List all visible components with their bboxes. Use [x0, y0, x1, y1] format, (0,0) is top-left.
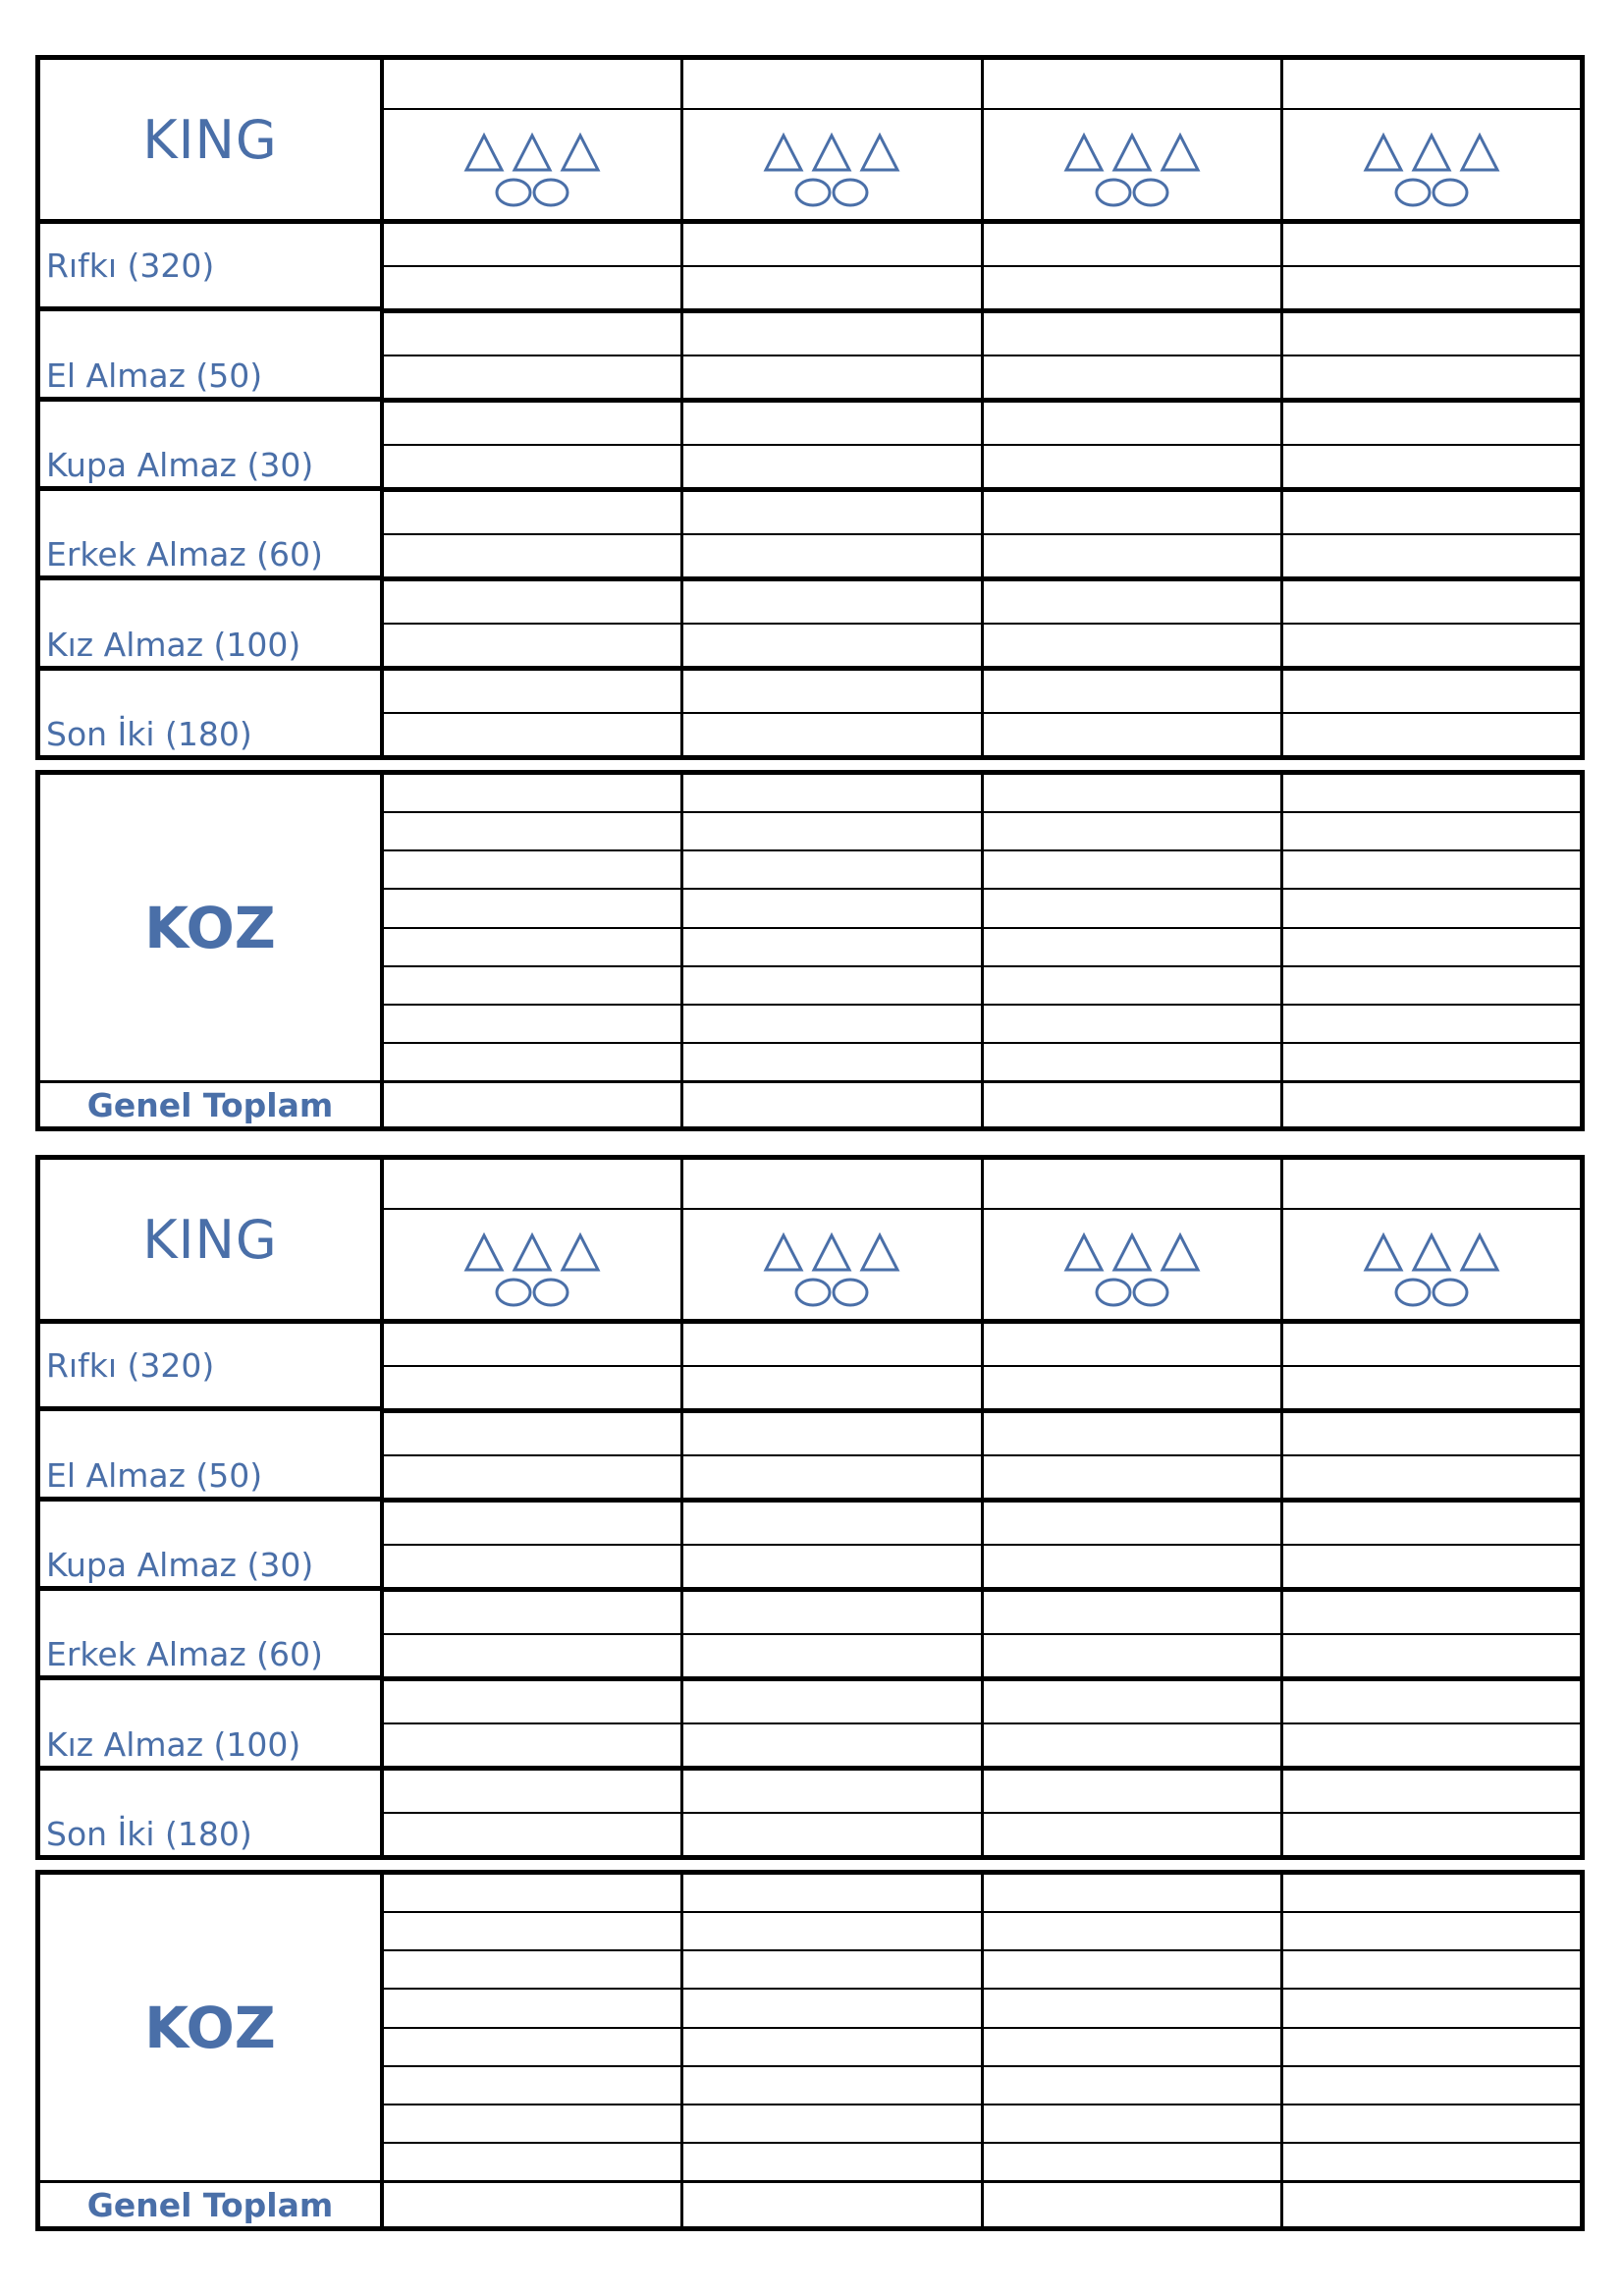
- player-name-cell[interactable]: [683, 1160, 980, 1210]
- score-cell[interactable]: [1283, 267, 1580, 308]
- koz-score-cell[interactable]: [683, 1913, 980, 1951]
- koz-score-cell[interactable]: [984, 813, 1280, 851]
- player-name-cell[interactable]: [1283, 1160, 1580, 1210]
- grand-total-cell[interactable]: [384, 1083, 680, 1126]
- koz-score-cell[interactable]: [384, 1875, 680, 1913]
- triangles-circles-icon: [449, 1216, 616, 1314]
- score-cell[interactable]: [984, 1724, 1280, 1766]
- player-name-cell[interactable]: [984, 60, 1280, 110]
- koz-score-cell[interactable]: [984, 1875, 1280, 1913]
- score-pair: [384, 1592, 680, 1681]
- koz-score-cell[interactable]: [984, 2029, 1280, 2067]
- score-pair: [384, 313, 680, 403]
- score-pair: [683, 1681, 980, 1771]
- score-cell[interactable]: [1283, 625, 1580, 666]
- score-pair: [1283, 581, 1580, 671]
- score-cell[interactable]: [683, 535, 980, 576]
- koz-player-column: [984, 1875, 1283, 2226]
- score-cell[interactable]: [984, 1503, 1280, 1546]
- score-cell[interactable]: [984, 1814, 1280, 1855]
- triangles-circles-icon: [449, 116, 616, 214]
- score-cell[interactable]: [984, 224, 1280, 267]
- score-cell[interactable]: [683, 267, 980, 308]
- score-pair: [984, 581, 1280, 671]
- score-cell[interactable]: [384, 1635, 680, 1676]
- score-cell[interactable]: [984, 267, 1280, 308]
- koz-score-cell[interactable]: [683, 2105, 980, 2144]
- contract-label: Kupa Almaz (30): [40, 1502, 380, 1591]
- score-pair: [984, 671, 1280, 755]
- koz-score-cell[interactable]: [384, 813, 680, 851]
- koz-score-cell[interactable]: [384, 2029, 680, 2067]
- king-label-column: [40, 1160, 384, 1855]
- contract-label: Kız Almaz (100): [40, 580, 380, 670]
- score-pair: [384, 671, 680, 755]
- grand-total-cell[interactable]: [1283, 1083, 1580, 1126]
- score-cell[interactable]: [984, 1413, 1280, 1456]
- score-cell[interactable]: [683, 1503, 980, 1546]
- score-pair: [683, 1592, 980, 1681]
- player-column: [1283, 60, 1580, 755]
- score-cell[interactable]: [984, 714, 1280, 755]
- score-cell[interactable]: [984, 1367, 1280, 1408]
- koz-score-cell[interactable]: [1283, 2029, 1580, 2067]
- koz-score-cell[interactable]: [1283, 2144, 1580, 2183]
- score-cell[interactable]: [1283, 581, 1580, 625]
- koz-score-cell[interactable]: [984, 1044, 1280, 1083]
- koz-score-cell[interactable]: [1283, 813, 1580, 851]
- player-column: [683, 60, 983, 755]
- player-header: [384, 1160, 680, 1324]
- koz-section: [35, 1870, 1585, 2231]
- contract-label: El Almaz (50): [40, 1411, 380, 1501]
- score-pair: [683, 1324, 980, 1413]
- score-cell[interactable]: [683, 1771, 980, 1814]
- koz-player-column: [984, 775, 1283, 1126]
- koz-score-cell[interactable]: [384, 929, 680, 967]
- score-cell[interactable]: [384, 714, 680, 755]
- score-pair: [683, 224, 980, 313]
- koz-score-cell[interactable]: [984, 1951, 1280, 1990]
- score-pair: [384, 1324, 680, 1413]
- king-title: KING: [142, 108, 278, 171]
- koz-score-cell[interactable]: [384, 1006, 680, 1044]
- score-pair: [1283, 313, 1580, 403]
- score-cell[interactable]: [384, 1724, 680, 1766]
- score-cell[interactable]: [984, 671, 1280, 714]
- score-cell[interactable]: [984, 356, 1280, 398]
- koz-score-cell[interactable]: [384, 2144, 680, 2183]
- score-cell[interactable]: [1283, 1635, 1580, 1676]
- score-pair: [1283, 1592, 1580, 1681]
- score-cell[interactable]: [384, 1456, 680, 1498]
- triangles-circles-icon: [1348, 1216, 1515, 1314]
- player-header: [984, 1160, 1280, 1324]
- koz-score-cell[interactable]: [984, 1913, 1280, 1951]
- score-pair: [384, 1503, 680, 1592]
- score-pair: [384, 492, 680, 581]
- grand-total-label: Genel Toplam: [86, 2185, 334, 2224]
- triangles-circles-icon: [748, 116, 915, 214]
- contract-label: Erkek Almaz (60): [40, 491, 380, 580]
- score-cell[interactable]: [984, 1635, 1280, 1676]
- score-cell[interactable]: [984, 1681, 1280, 1724]
- score-cell[interactable]: [984, 1592, 1280, 1635]
- contract-label: Kupa Almaz (30): [40, 402, 380, 491]
- score-cell[interactable]: [683, 356, 980, 398]
- koz-score-cell[interactable]: [984, 2067, 1280, 2105]
- score-cell[interactable]: [984, 1546, 1280, 1587]
- contract-label: Rıfkı (320): [40, 1324, 380, 1411]
- score-pair: [1283, 671, 1580, 755]
- score-pair: [984, 492, 1280, 581]
- koz-score-cell[interactable]: [683, 1044, 980, 1083]
- score-cell[interactable]: [984, 1771, 1280, 1814]
- player-name-cell[interactable]: [1283, 60, 1580, 110]
- score-cell[interactable]: [384, 1367, 680, 1408]
- score-cell[interactable]: [384, 224, 680, 267]
- score-cell[interactable]: [1283, 403, 1580, 446]
- score-pair: [683, 492, 980, 581]
- score-cell[interactable]: [384, 313, 680, 356]
- contract-label: Son İki (180): [46, 714, 252, 753]
- score-cell[interactable]: [683, 671, 980, 714]
- koz-player-column: [683, 1875, 983, 2226]
- koz-score-cell[interactable]: [384, 1990, 680, 2028]
- score-cell[interactable]: [683, 714, 980, 755]
- score-cell[interactable]: [384, 1324, 680, 1367]
- koz-score-cell[interactable]: [683, 1006, 980, 1044]
- score-pair: [384, 224, 680, 313]
- koz-score-cell[interactable]: [984, 1990, 1280, 2028]
- score-sheet-2: [35, 1155, 1585, 2231]
- score-pair: [984, 224, 1280, 313]
- king-title: KING: [142, 1208, 278, 1271]
- player-name-cell[interactable]: [984, 1160, 1280, 1210]
- triangles-circles-icon: [1348, 116, 1515, 214]
- koz-score-cell[interactable]: [984, 1006, 1280, 1044]
- score-cell[interactable]: [1283, 714, 1580, 755]
- koz-score-cell[interactable]: [683, 2029, 980, 2067]
- score-cell[interactable]: [683, 1814, 980, 1855]
- contract-label: Kız Almaz (100): [40, 1680, 380, 1770]
- score-cell[interactable]: [683, 581, 980, 625]
- score-cell[interactable]: [683, 1456, 980, 1498]
- koz-score-cell[interactable]: [1283, 2067, 1580, 2105]
- score-cell[interactable]: [384, 356, 680, 398]
- score-pair: [1283, 492, 1580, 581]
- score-cell[interactable]: [384, 1681, 680, 1724]
- score-cell[interactable]: [683, 1413, 980, 1456]
- koz-score-cell[interactable]: [1283, 929, 1580, 967]
- score-cell[interactable]: [384, 1592, 680, 1635]
- koz-score-cell[interactable]: [683, 851, 980, 890]
- koz-score-cell[interactable]: [683, 813, 980, 851]
- grand-total-cell[interactable]: [984, 2183, 1280, 2226]
- score-pair: [683, 671, 980, 755]
- score-cell[interactable]: [984, 313, 1280, 356]
- score-pair: [683, 1413, 980, 1503]
- king-section: [35, 55, 1585, 760]
- koz-player-column: [384, 775, 683, 1126]
- koz-score-cell[interactable]: [384, 851, 680, 890]
- score-cell[interactable]: [1283, 492, 1580, 535]
- koz-score-cell[interactable]: [984, 890, 1280, 928]
- koz-score-cell[interactable]: [1283, 1951, 1580, 1990]
- score-cell[interactable]: [984, 1456, 1280, 1498]
- score-pair: [683, 581, 980, 671]
- koz-score-cell[interactable]: [984, 2105, 1280, 2144]
- score-cell[interactable]: [1283, 1814, 1580, 1855]
- koz-score-cell[interactable]: [384, 1044, 680, 1083]
- score-pair: [984, 1503, 1280, 1592]
- score-cell[interactable]: [984, 581, 1280, 625]
- koz-section: [35, 770, 1585, 1131]
- koz-player-column: [1283, 775, 1580, 1126]
- score-pair: [984, 1771, 1280, 1855]
- koz-player-column: [683, 775, 983, 1126]
- koz-score-cell[interactable]: [1283, 775, 1580, 813]
- koz-score-cell[interactable]: [683, 967, 980, 1006]
- koz-score-cell[interactable]: [683, 1990, 980, 2028]
- koz-score-cell[interactable]: [384, 1951, 680, 1990]
- player-header: [384, 60, 680, 224]
- king-section: [35, 1155, 1585, 1860]
- score-cell[interactable]: [1283, 535, 1580, 576]
- player-name-cell[interactable]: [683, 60, 980, 110]
- player-column: [1283, 1160, 1580, 1855]
- koz-score-cell[interactable]: [984, 2144, 1280, 2183]
- player-header: [683, 1160, 980, 1324]
- score-cell[interactable]: [683, 1367, 980, 1408]
- score-cell[interactable]: [984, 625, 1280, 666]
- koz-score-cell[interactable]: [683, 1951, 980, 1990]
- score-cell[interactable]: [384, 1814, 680, 1855]
- koz-score-cell[interactable]: [1283, 1875, 1580, 1913]
- score-pair: [384, 1771, 680, 1855]
- score-cell[interactable]: [1283, 224, 1580, 267]
- player-column: [683, 1160, 983, 1855]
- score-cell[interactable]: [384, 535, 680, 576]
- koz-score-cell[interactable]: [683, 1875, 980, 1913]
- score-cell[interactable]: [683, 446, 980, 487]
- score-pair: [984, 1324, 1280, 1413]
- score-cell[interactable]: [683, 313, 980, 356]
- score-cell[interactable]: [984, 1324, 1280, 1367]
- score-pair: [384, 403, 680, 492]
- koz-score-cell[interactable]: [683, 2144, 980, 2183]
- score-cell[interactable]: [384, 403, 680, 446]
- grand-total-cell[interactable]: [1283, 2183, 1580, 2226]
- score-pair: [384, 1413, 680, 1503]
- score-cell[interactable]: [384, 1546, 680, 1587]
- score-pair: [683, 403, 980, 492]
- koz-score-cell[interactable]: [1283, 2105, 1580, 2144]
- koz-score-cell[interactable]: [384, 890, 680, 928]
- koz-score-cell[interactable]: [1283, 1044, 1580, 1083]
- score-cell[interactable]: [384, 625, 680, 666]
- score-cell[interactable]: [384, 1503, 680, 1546]
- koz-score-cell[interactable]: [984, 967, 1280, 1006]
- koz-score-cell[interactable]: [984, 851, 1280, 890]
- score-cell[interactable]: [683, 1681, 980, 1724]
- koz-score-cell[interactable]: [1283, 1913, 1580, 1951]
- contract-label: El Almaz (50): [40, 311, 380, 401]
- player-column: [984, 1160, 1283, 1855]
- koz-score-cell[interactable]: [384, 2105, 680, 2144]
- score-cell[interactable]: [1283, 1681, 1580, 1724]
- score-cell[interactable]: [1283, 1771, 1580, 1814]
- koz-score-cell[interactable]: [984, 929, 1280, 967]
- player-column: [984, 60, 1283, 755]
- score-pair: [1283, 1413, 1580, 1503]
- score-cell[interactable]: [1283, 1456, 1580, 1498]
- score-cell[interactable]: [1283, 1324, 1580, 1367]
- player-name-cell[interactable]: [384, 1160, 680, 1210]
- score-cell[interactable]: [683, 1324, 980, 1367]
- player-name-cell[interactable]: [384, 60, 680, 110]
- koz-score-cell[interactable]: [683, 2067, 980, 2105]
- score-pair: [984, 1413, 1280, 1503]
- koz-score-cell[interactable]: [683, 775, 980, 813]
- triangles-circles-icon: [748, 1216, 915, 1314]
- score-sheet-1: [35, 55, 1585, 1131]
- score-cell[interactable]: [384, 1771, 680, 1814]
- king-label-column: [40, 60, 384, 755]
- player-column: [384, 1160, 683, 1855]
- koz-score-cell[interactable]: [384, 775, 680, 813]
- koz-title: KOZ: [144, 894, 276, 961]
- score-pair: [1283, 224, 1580, 313]
- grand-total-cell[interactable]: [683, 1083, 980, 1126]
- grand-total-cell[interactable]: [384, 2183, 680, 2226]
- score-cell[interactable]: [1283, 1503, 1580, 1546]
- score-pair: [984, 403, 1280, 492]
- koz-label-column: [40, 1875, 384, 2226]
- koz-score-cell[interactable]: [1283, 1990, 1580, 2028]
- score-cell[interactable]: [984, 535, 1280, 576]
- score-pair: [1283, 1771, 1580, 1855]
- contract-label: Son İki (180): [46, 1814, 252, 1853]
- score-cell[interactable]: [683, 1546, 980, 1587]
- score-cell[interactable]: [384, 446, 680, 487]
- score-cell[interactable]: [683, 625, 980, 666]
- koz-score-cell[interactable]: [984, 775, 1280, 813]
- score-cell[interactable]: [683, 1635, 980, 1676]
- koz-score-cell[interactable]: [683, 890, 980, 928]
- score-cell[interactable]: [384, 1413, 680, 1456]
- grand-total-cell[interactable]: [984, 1083, 1280, 1126]
- koz-score-cell[interactable]: [384, 1913, 680, 1951]
- score-pair: [1283, 403, 1580, 492]
- score-cell[interactable]: [1283, 313, 1580, 356]
- score-cell[interactable]: [683, 403, 980, 446]
- score-cell[interactable]: [1283, 1724, 1580, 1766]
- contract-label: Rıfkı (320): [40, 224, 380, 311]
- koz-score-cell[interactable]: [1283, 890, 1580, 928]
- score-pair: [1283, 1503, 1580, 1592]
- koz-score-cell[interactable]: [1283, 851, 1580, 890]
- koz-label-column: [40, 775, 384, 1126]
- player-header: [683, 60, 980, 224]
- player-column: [384, 60, 683, 755]
- score-cell[interactable]: [1283, 1367, 1580, 1408]
- koz-score-cell[interactable]: [384, 967, 680, 1006]
- score-cell[interactable]: [384, 581, 680, 625]
- koz-player-column: [384, 1875, 683, 2226]
- triangles-circles-icon: [1049, 116, 1216, 214]
- contract-label: Erkek Almaz (60): [40, 1591, 380, 1680]
- score-cell[interactable]: [984, 492, 1280, 535]
- score-cell[interactable]: [384, 492, 680, 535]
- player-header: [1283, 1160, 1580, 1324]
- score-pair: [984, 313, 1280, 403]
- koz-score-cell[interactable]: [1283, 1006, 1580, 1044]
- score-pair: [683, 1503, 980, 1592]
- score-pair: [683, 1771, 980, 1855]
- score-cell[interactable]: [1283, 1592, 1580, 1635]
- koz-score-cell[interactable]: [384, 2067, 680, 2105]
- score-cell[interactable]: [1283, 356, 1580, 398]
- score-cell[interactable]: [683, 492, 980, 535]
- player-header: [1283, 60, 1580, 224]
- score-pair: [984, 1681, 1280, 1771]
- triangles-circles-icon: [1049, 1216, 1216, 1314]
- koz-player-column: [1283, 1875, 1580, 2226]
- score-cell[interactable]: [1283, 446, 1580, 487]
- koz-score-cell[interactable]: [683, 929, 980, 967]
- score-cell[interactable]: [683, 1724, 980, 1766]
- score-cell[interactable]: [1283, 1546, 1580, 1587]
- grand-total-label: Genel Toplam: [86, 1085, 334, 1124]
- score-cell[interactable]: [683, 224, 980, 267]
- score-cell[interactable]: [984, 403, 1280, 446]
- score-cell[interactable]: [683, 1592, 980, 1635]
- score-cell[interactable]: [384, 267, 680, 308]
- score-cell[interactable]: [1283, 671, 1580, 714]
- koz-title: KOZ: [144, 1994, 276, 2061]
- score-pair: [1283, 1324, 1580, 1413]
- score-pair: [1283, 1681, 1580, 1771]
- grand-total-cell[interactable]: [683, 2183, 980, 2226]
- score-pair: [683, 313, 980, 403]
- koz-score-cell[interactable]: [1283, 967, 1580, 1006]
- score-cell[interactable]: [1283, 1413, 1580, 1456]
- score-cell[interactable]: [984, 446, 1280, 487]
- score-pair: [984, 1592, 1280, 1681]
- score-cell[interactable]: [384, 671, 680, 714]
- player-header: [984, 60, 1280, 224]
- score-pair: [384, 1681, 680, 1771]
- score-pair: [384, 581, 680, 671]
